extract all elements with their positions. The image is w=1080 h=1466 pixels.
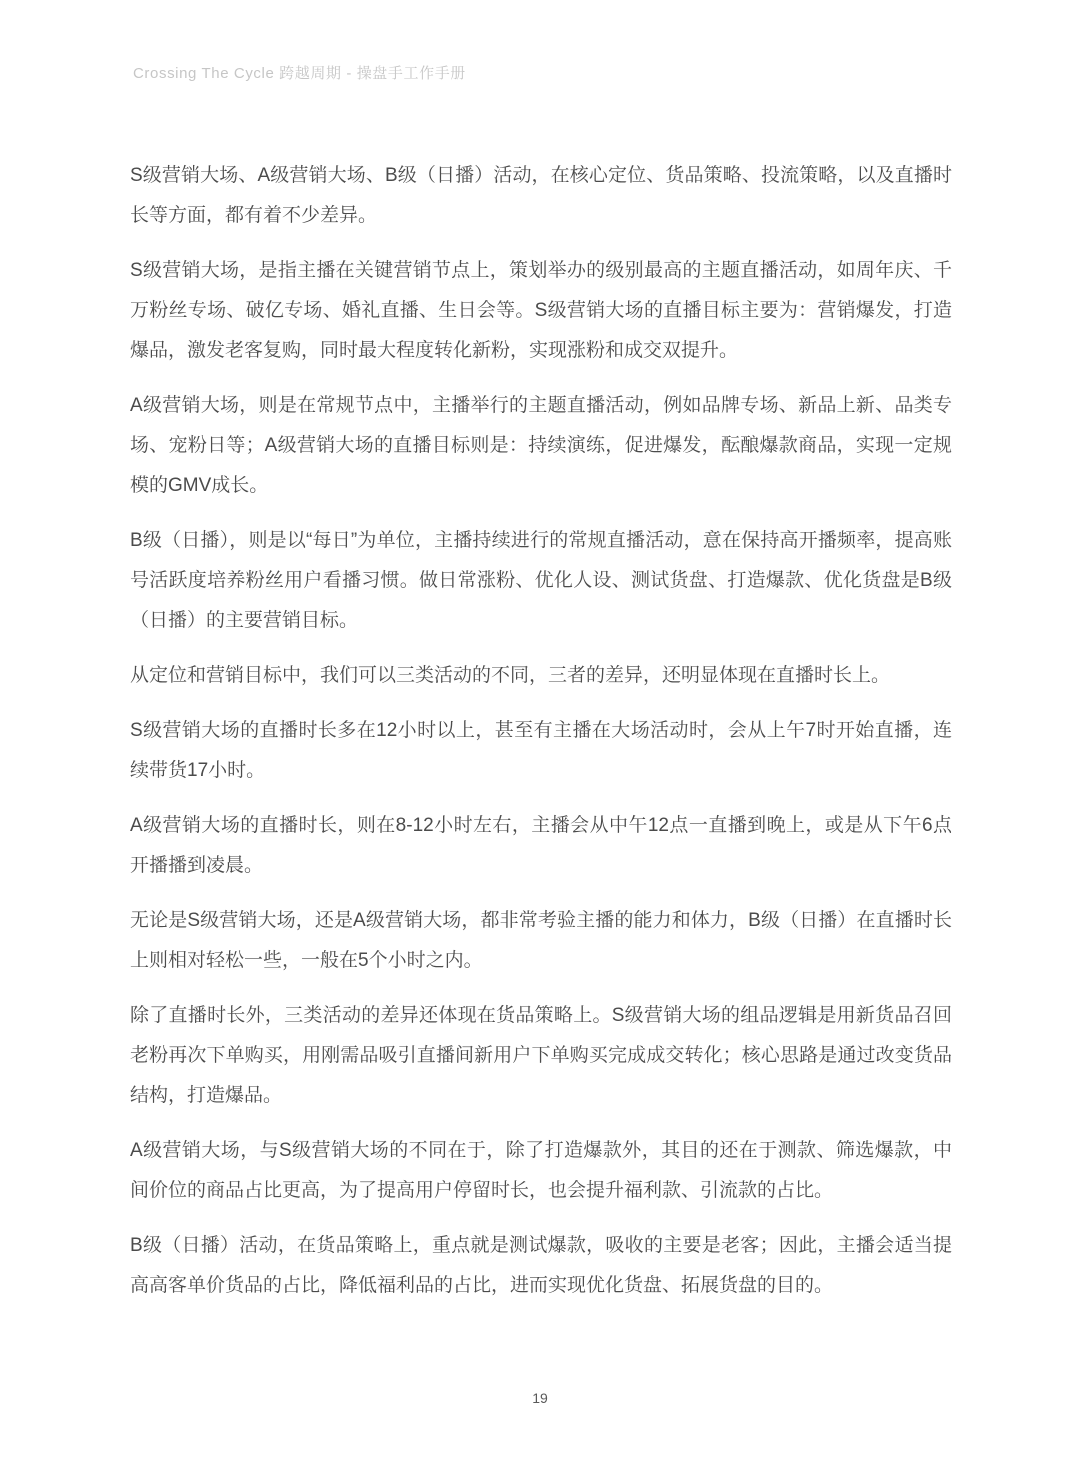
running-header: Crossing The Cycle 跨越周期 - 操盘手工作手册 (133, 65, 466, 82)
paragraph: S级营销大场，是指主播在关键营销节点上，策划举办的级别最高的主题直播活动，如周年庆、千万粉丝专场、破亿专场、婚礼直播、生日会等。S级营销大场的直播目标主要为：营销爆发，打造爆品，激发老客复购，同时最大程度转化新粉，实现涨粉和成交双提升。 (130, 260, 952, 361)
page-number: 19 (532, 1390, 548, 1406)
paragraph: A级营销大场的直播时长，则在8-12小时左右，主播会从中午12点一直播到晚上，或是从下午6点开播播到凌晨。 (130, 815, 952, 876)
paragraph: B级（日播），则是以“每日”为单位，主播持续进行的常规直播活动，意在保持高开播频率，提高账号活跃度培养粉丝用户看播习惯。做日常涨粉、优化人设、测试货盘、打造爆款、优化货盘是B级（日播）的主要营销目标。 (130, 530, 952, 631)
paragraph: 从定位和营销目标中，我们可以三类活动的不同，三者的差异，还明显体现在直播时长上。 (130, 665, 891, 686)
paragraph: B级（日播）活动，在货品策略上，重点就是测试爆款，吸收的主要是老客；因此，主播会适当提高高客单价货品的占比，降低福利品的占比，进而实现优化货盘、拓展货盘的目的。 (130, 1235, 952, 1296)
document-body (130, 156, 952, 1321)
paragraph: 除了直播时长外，三类活动的差异还体现在货品策略上。S级营销大场的组品逻辑是用新货品召回老粉再次下单购买，用刚需品吸引直播间新用户下单购买完成成交转化；核心思路是通过改变货品结构，打造爆品。 (130, 1005, 952, 1106)
paragraph: A级营销大场，与S级营销大场的不同在于，除了打造爆款外，其目的还在于测款、筛选爆款，中间价位的商品占比更高，为了提高用户停留时长，也会提升福利款、引流款的占比。 (130, 1140, 952, 1201)
paragraph: A级营销大场，则是在常规节点中，主播举行的主题直播活动，例如品牌专场、新品上新、品类专场、宠粉日等；A级营销大场的直播目标则是：持续演练，促进爆发，酝酿爆款商品，实现一定规模的GMV成长。 (130, 395, 952, 496)
paragraph: S级营销大场、A级营销大场、B级（日播）活动，在核心定位、货品策略、投流策略，以及直播时长等方面，都有着不少差异。 (130, 165, 952, 226)
paragraph: S级营销大场的直播时长多在12小时以上，甚至有主播在大场活动时，会从上午7时开始直播，连续带货17小时。 (130, 720, 952, 781)
paragraph: 无论是S级营销大场，还是A级营销大场，都非常考验主播的能力和体力，B级（日播）在直播时长上则相对轻松一些，一般在5个小时之内。 (130, 910, 952, 971)
